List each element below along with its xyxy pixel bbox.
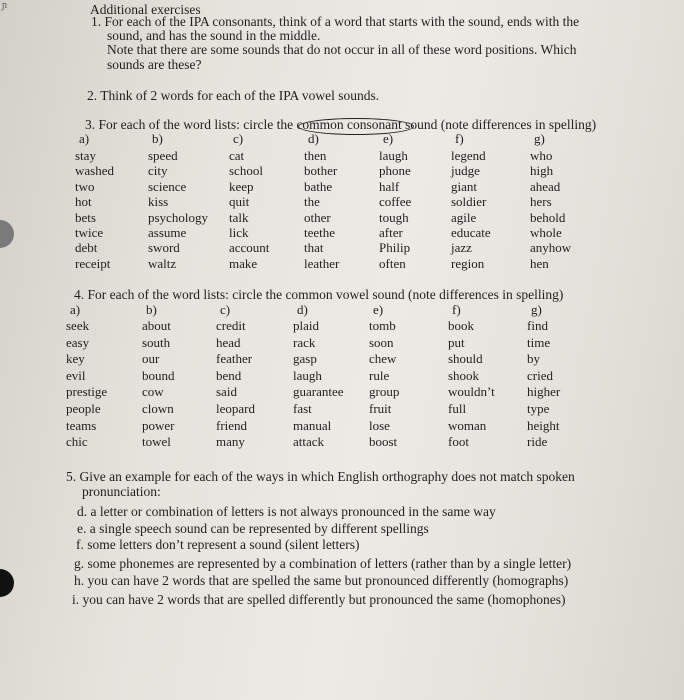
word-cell: account <box>229 240 270 256</box>
word-cell: educate <box>451 225 491 240</box>
word-cell: group <box>369 384 400 400</box>
word-cell: coffee <box>379 194 412 210</box>
word-cell: debt <box>75 240 98 256</box>
word-cell: agile <box>451 209 477 225</box>
word-cell: after <box>379 225 403 240</box>
q4-prompt: 4. For each of the word lists: circle the common vowel sound (note differences in spelling) <box>74 287 564 302</box>
word-cell: giant <box>451 178 477 194</box>
word-cell: leather <box>304 255 340 271</box>
word-cell: key <box>66 351 85 367</box>
word-cell: hers <box>530 194 552 210</box>
column-label: e) <box>373 302 384 317</box>
column-label: f) <box>455 131 464 146</box>
word-cell: waltz <box>148 255 177 271</box>
word-cell: who <box>530 148 553 163</box>
word-cell: laugh <box>379 148 408 163</box>
word-cell: find <box>527 318 548 333</box>
word-cell: quit <box>229 194 250 210</box>
word-cell: guarantee <box>293 384 344 400</box>
word-cell: feather <box>216 351 253 367</box>
column-label: d) <box>308 131 319 146</box>
word-cell: keep <box>229 178 254 194</box>
word-cell: rack <box>293 334 316 350</box>
column-label: g) <box>531 302 542 317</box>
word-cell: bound <box>142 367 175 383</box>
word-cell: then <box>304 148 327 163</box>
word-cell: book <box>448 318 474 333</box>
word-cell: region <box>451 255 485 271</box>
q1-line-2: sound, and has the sound in the middle. <box>107 28 321 43</box>
word-cell: science <box>148 178 187 194</box>
word-cell: lose <box>369 417 390 433</box>
word-cell: rule <box>369 367 390 383</box>
word-cell: high <box>530 163 554 179</box>
q1-line-3: Note that there are some sounds that do not occur in all of these word positions. Which <box>107 42 577 57</box>
word-cell: shook <box>448 367 480 383</box>
word-cell: bother <box>304 163 338 179</box>
word-cell: bathe <box>304 178 333 194</box>
word-cell: people <box>66 401 101 416</box>
word-cell: sword <box>148 240 180 256</box>
word-cell: anyhow <box>530 240 572 256</box>
q5-line-1: 5. Give an example for each of the ways in which English orthography does not match spoken <box>66 469 575 484</box>
word-cell: cow <box>142 384 164 400</box>
word-cell: full <box>448 401 467 416</box>
q5-item: h. you can have 2 words that are spelled the same but pronounced differently (homographs) <box>74 573 569 588</box>
word-cell: psychology <box>148 209 208 225</box>
word-cell: half <box>379 178 400 194</box>
word-cell: judge <box>451 163 480 179</box>
word-cell: bend <box>216 367 242 383</box>
word-cell: hen <box>530 255 549 271</box>
q5-line-2: pronunciation: <box>82 484 161 499</box>
word-cell: seek <box>66 318 90 333</box>
q5-item: f. some letters don’t represent a sound (silent letters) <box>76 537 360 552</box>
q1-line-1: 1. For each of the IPA consonants, think of a word that starts with the sound, ends with the <box>91 14 580 29</box>
word-cell: lick <box>229 225 249 240</box>
word-cell: two <box>75 178 95 194</box>
word-cell: friend <box>216 417 248 433</box>
column-label: a) <box>70 302 81 317</box>
word-cell: receipt <box>75 255 111 271</box>
word-cell: towel <box>142 434 171 450</box>
word-cell: attack <box>293 434 325 450</box>
word-cell: power <box>142 417 175 433</box>
word-cell: boost <box>369 434 398 450</box>
word-cell: make <box>229 255 258 271</box>
word-cell: cat <box>229 148 245 163</box>
word-cell: leopard <box>216 401 255 416</box>
column-label: c) <box>220 302 231 317</box>
word-cell: tomb <box>369 318 396 333</box>
word-cell: evil <box>66 367 86 383</box>
column-label: f) <box>452 302 461 317</box>
word-cell: often <box>379 255 406 271</box>
word-cell: about <box>142 318 171 333</box>
column-label: g) <box>534 131 545 146</box>
word-cell: plaid <box>293 318 319 333</box>
word-cell: fruit <box>369 401 392 416</box>
word-cell: city <box>148 163 168 179</box>
word-cell: wouldn’t <box>448 384 495 400</box>
word-cell: head <box>216 334 241 350</box>
word-cell: higher <box>527 384 561 400</box>
word-cell: prestige <box>66 384 108 400</box>
word-cell: legend <box>451 148 486 163</box>
word-cell: Philip <box>379 240 411 256</box>
word-cell: stay <box>75 148 96 163</box>
word-cell: tough <box>379 209 409 225</box>
column-label: e) <box>383 131 394 146</box>
word-cell: twice <box>75 225 104 240</box>
q1-line-4: sounds are these? <box>107 57 202 72</box>
worksheet-heading: Additional exercises <box>90 2 201 17</box>
word-cell: teethe <box>304 225 336 240</box>
word-cell: our <box>142 351 160 367</box>
word-cell: ride <box>527 434 548 450</box>
word-cell: whole <box>530 225 562 240</box>
word-cell: speed <box>148 148 178 163</box>
word-cell: ahead <box>530 178 561 194</box>
word-cell: talk <box>229 209 249 225</box>
word-cell: that <box>304 240 324 256</box>
word-cell: phone <box>379 163 411 179</box>
q3-prompt: 3. For each of the word lists: circle the common consonant sound (note differences in spelling) <box>85 117 597 132</box>
word-cell: laugh <box>293 367 322 383</box>
word-cell: south <box>142 334 171 350</box>
word-cell: many <box>216 434 245 450</box>
word-cell: manual <box>293 417 332 433</box>
q5-item: g. some phonemes are represented by a combination of letters (rather than by a single letter) <box>74 556 572 571</box>
word-cell: woman <box>448 417 487 433</box>
column-label: b) <box>152 131 163 146</box>
word-cell: cried <box>527 367 553 383</box>
word-cell: soon <box>369 334 394 350</box>
q5-item: d. a letter or combination of letters is not always pronounced in the same way <box>77 504 496 519</box>
word-cell: easy <box>66 334 90 350</box>
word-cell: other <box>304 209 331 225</box>
word-cell: hot <box>75 194 92 210</box>
q5-item: i. you can have 2 words that are spelled differently but pronounced the same (homophones) <box>72 592 566 607</box>
word-cell: assume <box>148 225 187 240</box>
word-cell: height <box>527 417 560 433</box>
word-cell: gasp <box>293 351 317 367</box>
q2-text: 2. Think of 2 words for each of the IPA vowel sounds. <box>87 88 380 103</box>
word-cell: chic <box>66 434 88 450</box>
word-cell: school <box>229 163 263 179</box>
word-cell: time <box>527 334 551 350</box>
column-label: d) <box>297 302 308 317</box>
binder-hole <box>0 220 14 248</box>
column-label: a) <box>79 131 90 146</box>
word-cell: washed <box>75 163 114 179</box>
word-cell: fast <box>293 401 312 416</box>
word-cell: soldier <box>451 194 487 210</box>
word-cell: by <box>527 351 540 367</box>
word-cell: kiss <box>148 194 169 210</box>
word-cell: credit <box>216 318 246 333</box>
q5-item: e. a single speech sound can be represented by different spellings <box>77 521 429 536</box>
word-cell: jazz <box>451 240 472 256</box>
word-cell: put <box>448 334 465 350</box>
binder-hole <box>0 569 14 597</box>
corner-mark: ɲ <box>2 0 7 11</box>
word-cell: the <box>304 194 320 210</box>
word-cell: chew <box>369 351 397 367</box>
word-cell: should <box>448 351 483 367</box>
word-cell: behold <box>530 209 566 225</box>
word-cell: foot <box>448 434 469 450</box>
column-label: b) <box>146 302 157 317</box>
word-cell: type <box>527 401 550 416</box>
column-label: c) <box>233 131 244 146</box>
word-cell: bets <box>75 209 96 225</box>
word-cell: teams <box>66 417 97 433</box>
word-cell: clown <box>142 401 174 416</box>
word-cell: said <box>216 384 237 400</box>
